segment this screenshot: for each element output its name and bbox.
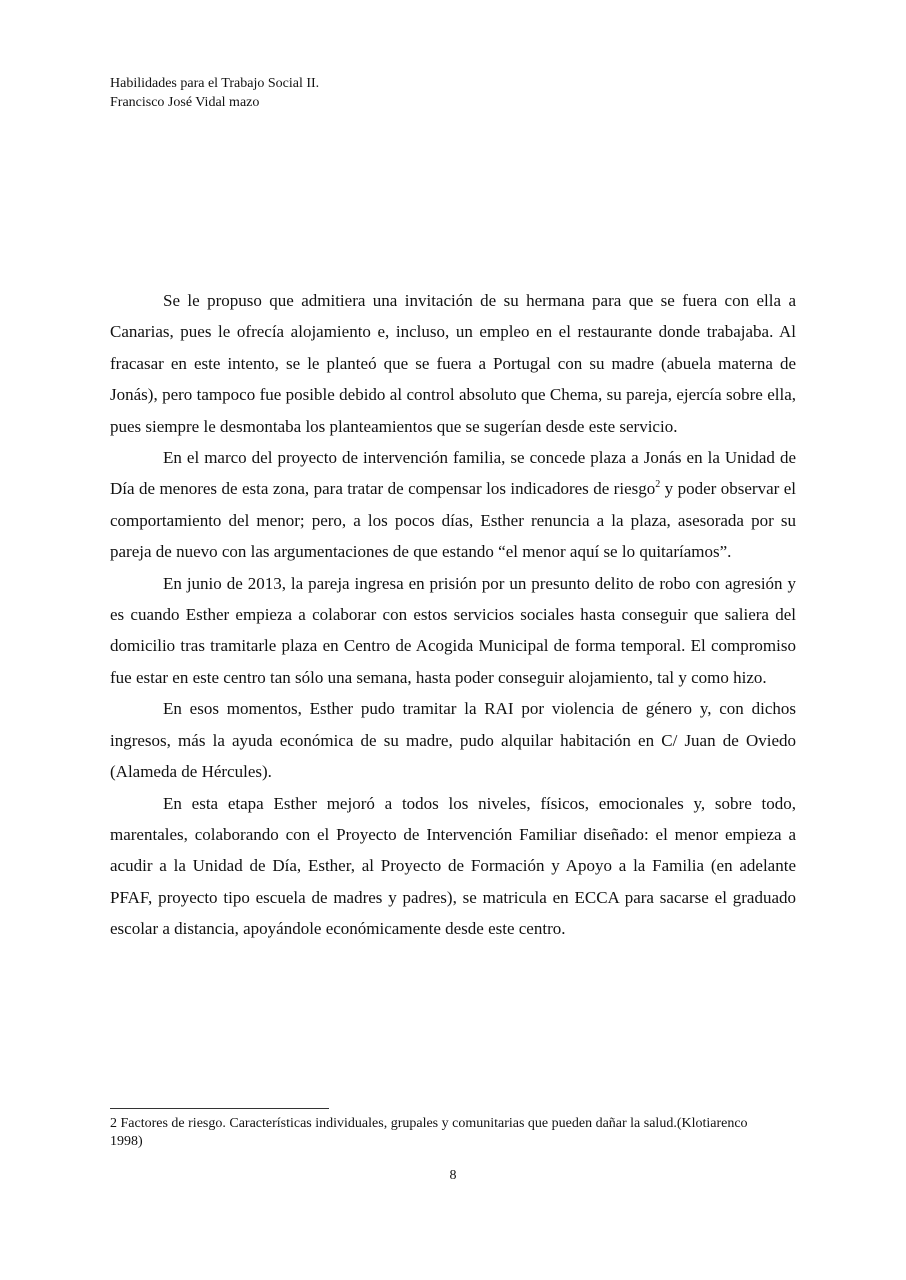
paragraph-text: En el marco del proyecto de intervención familia, se concede plaza a Jonás en la Unidad de Día de menores de esta zona, para tratar de compensar los indicadores de riesgo [110, 448, 796, 499]
footnote: 2 Factores de riesgo. Características individuales, grupales y comunitarias que pueden dañar la salud.(Klotiarenco 1998) [110, 1116, 748, 1149]
paragraph: En esos momentos, Esther pudo tramitar la RAI por violencia de género y, con dichos ingresos, más la ayuda económica de su madre, pudo alquilar habitación en C/ Juan de Oviedo (Alameda de Hércules). [110, 699, 796, 782]
paragraph-text: y poder observar el comportamiento del menor; pero, a los pocos días, Esther renuncia a la plaza, asesorada por su pareja de nuevo con las argumentaciones de que estando “el menor aquí se lo quitaríamos”. [110, 479, 796, 562]
page-header [110, 74, 319, 112]
footnote-separator [110, 1108, 329, 1109]
header-author: Francisco José Vidal mazo [110, 95, 260, 110]
page-number: 8 [449, 1168, 457, 1183]
body-text [110, 285, 796, 945]
header-course-title: Habilidades para el Trabajo Social II. [110, 76, 320, 91]
paragraph: Se le propuso que admitiera una invitación de su hermana para que se fuera con ella a Canarias, pues le ofrecía alojamiento e, incluso, un empleo en el restaurante donde trabajaba. Al fracasar en este intento, se le planteó que se fuera a Portugal con su madre (abuela materna de Jonás), pero tampoco fue posible debido al control absoluto que Chema, su pareja, ejercía sobre ella, pues siempre le desmontaba los planteamientos que se sugerían desde este servicio. [110, 291, 796, 436]
footnote-reference: 2 [655, 479, 661, 491]
paragraph: En junio de 2013, la pareja ingresa en prisión por un presunto delito de robo con agresión y es cuando Esther empieza a colaborar con estos servicios sociales hasta conseguir que saliera del domicilio tras tramitarle plaza en Centro de Acogida Municipal de forma temporal. El compromiso fue estar en este centro tan sólo una semana, hasta poder conseguir alojamiento, tal y como hizo. [110, 573, 796, 687]
paragraph: En esta etapa Esther mejoró a todos los niveles, físicos, emocionales y, sobre todo, marentales, colaborando con el Proyecto de Intervención Familiar diseñado: el menor empieza a acudir a la Unidad de Día, Esther, al Proyecto de Formación y Apoyo a la Familia (en adelante PFAF, proyecto tipo escuela de madres y padres), se matricula en ECCA para sacarse el graduado escolar a distancia, apoyándole económicamente desde este centro. [110, 793, 796, 939]
paragraph [110, 442, 796, 568]
